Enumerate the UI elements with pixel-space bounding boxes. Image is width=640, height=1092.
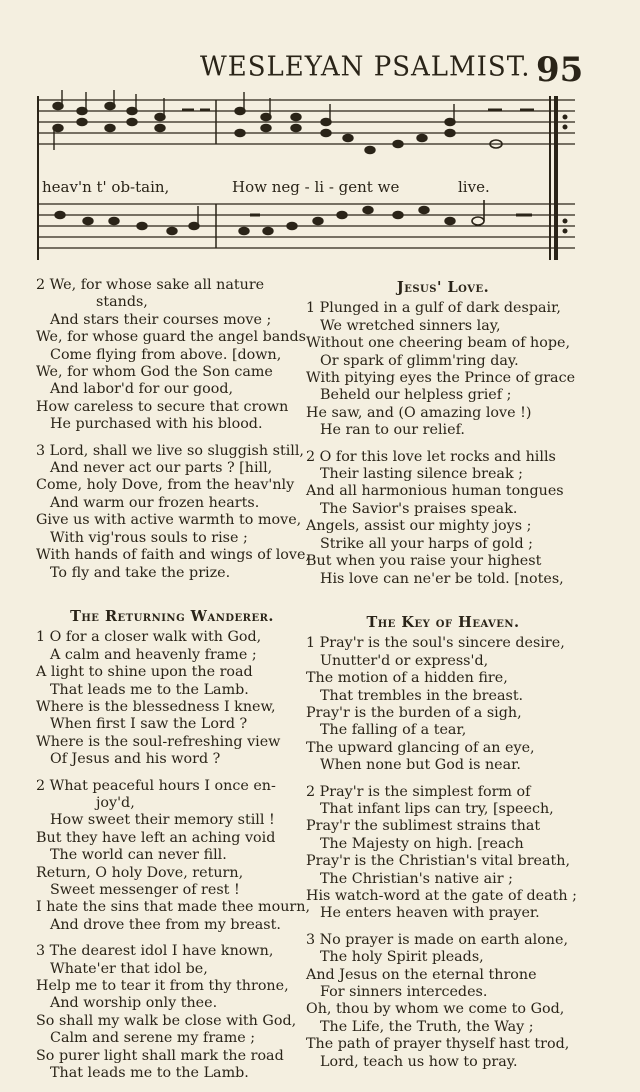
verse-line: Pray'r is the Christian's vital breath,: [306, 853, 571, 870]
verse-line: The Christian's native air ;: [320, 870, 513, 887]
right-column: [306, 275, 580, 1071]
verse-line: Of Jesus and his word ?: [50, 751, 221, 768]
lower-notes: [55, 206, 455, 235]
verse-line: 3 Lord, shall we live so sluggish still,: [36, 442, 304, 459]
verse-line: And labor'd for our good,: [50, 381, 234, 398]
hymn-title: The Key of Heaven.: [366, 613, 520, 631]
verse-line: But when you raise your highest: [306, 553, 542, 570]
verse-line: joy'd,: [96, 794, 135, 811]
verse-line: Pray'r the sublimest strains that: [306, 818, 541, 835]
verse-line: Oh, thou by whom we come to God,: [306, 1001, 565, 1018]
verse-line: When first I saw the Lord ?: [50, 716, 248, 733]
verse-line: Come flying from above. [down,: [50, 346, 282, 363]
verse-line: We wretched sinners lay,: [320, 317, 501, 334]
verse-line: With pitying eyes the Prince of grace: [306, 370, 576, 387]
verse-line: He saw, and (O amazing love !): [306, 404, 532, 421]
verse-line: Beheld our helpless grief ;: [320, 387, 512, 404]
verse-line: His love can ne'er be told. [notes,: [320, 570, 564, 587]
verse-line: That leads me to the Lamb.: [50, 681, 249, 698]
verse-line: For sinners intercedes.: [320, 984, 488, 1001]
verse-line: 2 O for this love let rocks and hills: [306, 448, 556, 465]
verse-line: He enters heaven with prayer.: [320, 905, 540, 922]
verse-line: And all harmonious human tongues: [306, 483, 564, 500]
verse-line: 1 Pray'r is the soul's sincere desire,: [306, 635, 565, 652]
verse-line: The holy Spirit pleads,: [320, 949, 484, 966]
lyric-segment: heav'n t' ob-tain,: [42, 178, 170, 196]
verse-line: Calm and serene my frame ;: [50, 1030, 256, 1047]
verse-line: Return, O holy Dove, return,: [36, 864, 244, 881]
verse-line: So purer light shall mark the road: [36, 1047, 284, 1064]
verse-line: 1 Plunged in a gulf of dark despair,: [306, 300, 561, 317]
verse-line: 2 What peaceful hours I once en-: [36, 777, 276, 794]
verse-line: stands,: [96, 294, 148, 311]
verse-line: Lord, teach us how to pray.: [320, 1053, 518, 1070]
verse-line: He purchased with his blood.: [50, 416, 263, 433]
verse-line: And worship only thee.: [50, 995, 218, 1012]
verse-line: Where is the soul-refreshing view: [36, 733, 281, 750]
verse-line: The motion of a hidden fire,: [306, 670, 508, 687]
verse-line: The Savior's praises speak.: [320, 500, 518, 517]
verse-line: That trembles in the breast.: [320, 687, 524, 704]
verse-line: Where is the blessedness I knew,: [36, 698, 276, 715]
verse-line: The path of prayer thyself hast trod,: [306, 1036, 570, 1053]
verse-line: I hate the sins that made thee mourn,: [36, 899, 311, 916]
verse-line: A calm and heavenly frame ;: [50, 646, 257, 663]
verse-line: To fly and take the prize.: [50, 564, 231, 581]
lyric-segment: How neg - li - gent we: [232, 178, 400, 196]
verse-line: How careless to secure that crown: [36, 398, 289, 415]
verse-line: That leads me to the Lamb.: [50, 1065, 249, 1082]
verse-line: Their lasting silence break ;: [320, 466, 523, 483]
verse-line: The Life, the Truth, the Way ;: [320, 1018, 534, 1035]
running-title: WESLEYAN PSALMIST.: [200, 51, 531, 83]
left-column: [36, 277, 311, 1082]
verse-line: Strike all your harps of gold ;: [320, 535, 533, 552]
verse-line: The Majesty on high. [reach: [320, 835, 524, 852]
verse-line: Without one cheering beam of hope,: [306, 335, 570, 352]
verse-line: Give us with active warmth to move,: [36, 512, 302, 529]
verse-line: 2 Pray'r is the simplest form of: [306, 783, 531, 800]
verse-line: The falling of a tear,: [320, 722, 467, 739]
verse-line: Angels, assist our mighty joys ;: [306, 518, 532, 535]
verse-line: Come, holy Dove, from the heav'nly: [36, 477, 295, 494]
verse-line: 2 We, for whose sake all nature: [36, 277, 265, 293]
verse-line: 3 No prayer is made on earth alone,: [306, 931, 569, 948]
verse-line: Or spark of glimm'ring day.: [320, 352, 519, 369]
verse-line: And warm our frozen hearts.: [50, 494, 260, 511]
verse-line: His watch-word at the gate of death ;: [306, 888, 577, 904]
upper-staff-lines: [38, 100, 575, 144]
verse-line: Pray'r is the burden of a sigh,: [306, 704, 522, 721]
verse-line: We, for whom God the Son came: [36, 364, 273, 381]
hymn-title: The Returning Wanderer.: [70, 607, 274, 625]
hymn-title: Jesus' Love.: [396, 279, 490, 296]
verse-line: Whate'er that idol be,: [50, 960, 208, 977]
verse-line: A light to shine upon the road: [36, 664, 253, 681]
page-number: 95: [536, 50, 584, 90]
verse-line: Help me to tear it from thy throne,: [36, 978, 289, 995]
verse-line: The world can never fill.: [50, 847, 227, 864]
verse-line: When none but God is near.: [320, 757, 521, 774]
lyric-segment: live.: [458, 178, 490, 196]
verse-line: With vig'rous souls to rise ;: [50, 529, 248, 546]
verse-line: But they have left an aching void: [36, 829, 276, 846]
verse-line: The upward glancing of an eye,: [306, 739, 535, 756]
verse-line: And drove thee from my breast.: [50, 916, 281, 933]
verse-line: And never act our parts ? [hill,: [50, 460, 273, 477]
lower-staff-lines: [38, 204, 575, 248]
verse-line: He ran to our relief.: [320, 422, 465, 439]
verse-line: With hands of faith and wings of love,: [36, 547, 311, 564]
verse-line: That infant lips can try, [speech,: [320, 800, 554, 817]
verse-line: How sweet their memory still !: [50, 812, 275, 829]
verse-line: We, for whose guard the angel bands: [36, 329, 306, 346]
verse-line: And Jesus on the eternal throne: [306, 966, 537, 983]
verse-line: 1 O for a closer walk with God,: [36, 629, 262, 646]
verse-line: So shall my walk be close with God,: [36, 1012, 297, 1029]
verse-line: 3 The dearest idol I have known,: [36, 943, 274, 960]
verse-line: Sweet messenger of rest !: [50, 882, 240, 898]
verse-line: Unutter'd or express'd,: [320, 652, 489, 669]
verse-line: And stars their courses move ;: [50, 311, 272, 328]
